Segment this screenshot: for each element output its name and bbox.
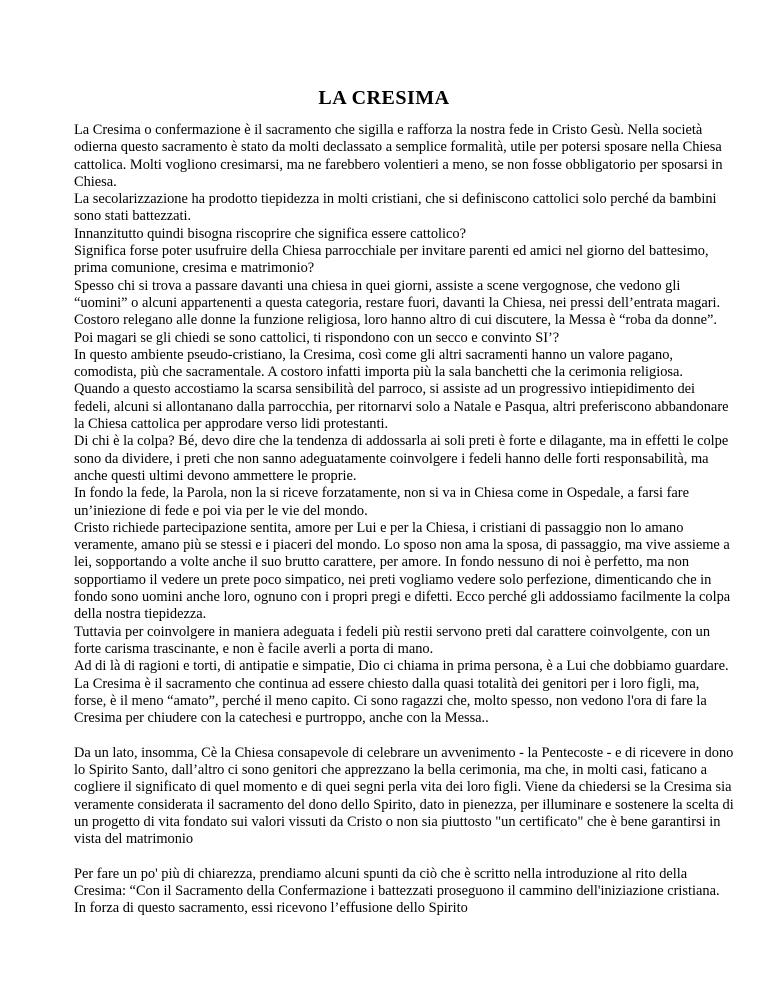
paragraph: La Cresima o confermazione è il sacramento che sigilla e rafforza la nostra fede in Cristo Gesù. Nella società odierna questo sacramento è stato da molti declassato a semplice formalità, utile per potersi sposare nella Chiesa cattolica. Molti vogliono cresimarsi, ma ne farebbero volentieri a meno, se non fosse obbligatorio per sposarsi in Chiesa.	[74, 122, 723, 190]
paragraph: Ad di là di ragioni e torti, di antipatie e simpatie, Dio ci chiama in prima persona, è a Lui che dobbiamo guardare. La Cresima è il sacramento che continua ad essere chiesto dalla quasi totalità dei genitori per i loro figli, ma, forse, è il meno “amato”, perché il meno capito. Ci sono ragazzi che, molto spesso, non vedono l'ora di fare la Cresima per chiudere con la catechesi e purtroppo, anche con la Messa..	[74, 658, 729, 727]
paragraph: In questo ambiente pseudo-cristiano, la Cresima, così come gli altri sacramenti hanno un valore pagano, comodista, più che sacramentale. A costoro infatti importa più la sala banchetti che la cerimonia religiosa.	[74, 346, 683, 381]
paragraph: Tuttavia per coinvolgere in maniera adeguata i fedeli più restii servono preti dal carattere coinvolgente, con un forte carisma trascinante, e non è facile averli a porta di mano.	[74, 623, 711, 657]
paragraph: Spesso chi si trova a passare davanti una chiesa in quei giorni, assiste a scene vergognose, che vedono gli “uomini” o alcuni appartenenti a questa categoria, restare fuori, davanti la Chiesa, nei pressi dell’entrata magari.	[74, 277, 721, 311]
paragraph: Da un lato, insomma, Cè la Chiesa consapevole di celebrare un avvenimento - la Pentecoste - e di ricevere in dono lo Spirito Santo, dall’altro ci sono genitori che apprezzano la bella cerimonia, ma che, in molti casi, faticano a cogliere il significato di quel momento e di quei segni perla vita dei loro figli. Viene da chiedersi se la Cresima sia veramente considerata il sacramento del dono dello Spirito, dato in pienezza, per illuminare e sostenere la scelta di un progetto di vita fondato sui valori vissuti da Cristo o non sia piuttosto "un certificato" che è bene garantirsi in vista del matrimonio	[74, 744, 734, 848]
paragraph: Per fare un po' più di chiarezza, prendiamo alcuni spunti da ciò che è scritto nella introduzione al rito della Cresima: “Con il Sacramento della Confermazione i battezzati proseguono il cammino dell'iniziazione cristiana. In forza di questo sacramento, essi ricevono l’effusione dello Spirito	[74, 865, 720, 917]
document-body	[74, 122, 734, 918]
paragraph: Di chi è la colpa? Bé, devo dire che la tendenza di addossarla ai soli preti è forte e dilagante, ma in effetti le colpe sono da dividere, i preti che non sanno adeguatamente coinvolgere i fedeli hanno delle forti responsabilità, ma anche questi ultimi devono ammettere le proprie.	[74, 433, 729, 484]
paragraph: Quando a questo accostiamo la scarsa sensibilità del parroco, si assiste ad un progressivo intiepidimento dei fedeli, alcuni si allontanano dalla parrocchia, per ritornarvi solo a Natale e Pasqua, altri preferiscono abbandonare la Chiesa cattolica per approdare verso lidi protestanti.	[74, 381, 729, 433]
paragraph: Significa forse poter usufruire della Chiesa parrocchiale per invitare parenti ed amici nel giorno del battesimo, prima comunione, cresima e matrimonio?	[74, 243, 709, 277]
paragraph: Innanzitutto quindi bisogna riscoprire che significa essere cattolico?	[74, 225, 467, 242]
paragraph: Costoro relegano alle donne la funzione religiosa, loro hanno altro di cui discutere, la Messa è “roba da donne”. Poi magari se gli chiedi se sono cattolici, ti rispondono con un secco e convinto SI’?	[74, 312, 717, 346]
paragraph: Cristo richiede partecipazione sentita, amore per Lui e per la Chiesa, i cristiani di passaggio non lo amano veramente, amano più se stessi e i piaceri del mondo. Lo sposo non ama la sposa, di passaggio, ma vive assieme a lei, sopportando a volte anche il suo brutto carattere, per amore. In fondo nessuno di noi è perfetto, ma non sopportiamo il vedere un prete poco simpatico, nei preti vogliamo vedere solo perfezione, dimenticando che in fondo sono uomini anche loro, ognuno con i propri pregi e difetti. Ecco perché gli addossiamo facilmente la colpa della nostra tiepidezza.	[74, 519, 731, 623]
document-title: LA CRESIMA	[318, 87, 450, 109]
paragraph: In fondo la fede, la Parola, non la si riceve forzatamente, non si va in Chiesa come in Ospedale, a farsi fare un’iniezione di fede e poi via per le vie del mondo.	[74, 485, 689, 519]
paragraph: La secolarizzazione ha prodotto tiepidezza in molti cristiani, che si definiscono cattolici solo perché da bambini sono stati battezzati.	[74, 191, 717, 225]
paragraph-spacer	[74, 727, 734, 744]
paragraph-spacer	[74, 848, 734, 865]
